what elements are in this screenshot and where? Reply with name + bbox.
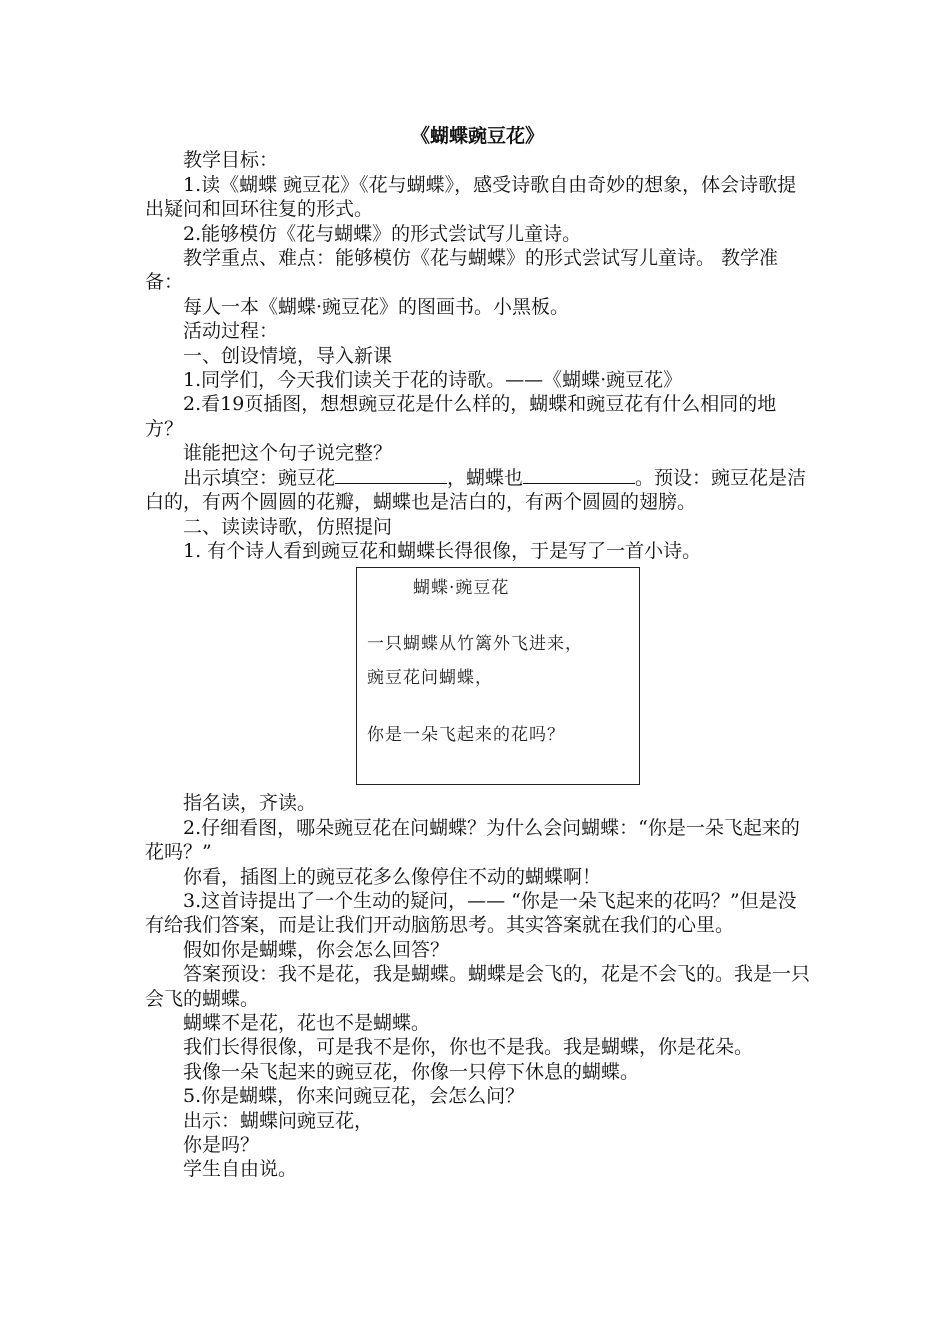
paragraph: 我像一朵飞起来的豌豆花，你像一只停下休息的蝴蝶。 [183,1060,640,1083]
paragraph: 你看，插图上的豌豆花多么像停住不动的蝴蝶啊！ [183,865,602,888]
poem-line: 豌豆花问蝴蝶， [367,668,493,689]
section-heading: 二、读读诗歌，仿照提问 [183,515,393,538]
fill-blank-paragraph [145,466,810,515]
paragraph: 1.同学们，今天我们读关于花的诗歌。——《蝴蝶·豌豆花》 [183,369,683,392]
paragraph: 学生自由说。 [183,1158,298,1181]
paragraph: 活动过程： [183,320,279,343]
paragraph: 每人一本《蝴蝶·豌豆花》的图画书。小黑板。 [183,295,570,318]
paragraph: 5.你是蝴蝶，你来问豌豆花，会怎么问？ [183,1085,525,1108]
fill-blank-text-2: ，蝴蝶也 [447,466,524,489]
paragraph: 蝴蝶不是花，花也不是蝴蝶。 [183,1011,431,1034]
document-title: 《蝴蝶豌豆花》 [410,125,544,147]
paragraph: 谁能把这个句子说完整？ [183,442,393,465]
fill-blank-text-3: 。预设：豌豆花是洁白的，有两个圆圆的花瓣，蝴蝶也是洁白的，有两个圆圆的翅膀。 [145,466,807,514]
paragraph: 出示：蝴蝶问豌豆花， [183,1109,374,1132]
paragraph: 教学目标： [183,149,279,172]
document-page [145,124,810,1182]
paragraph: 3.这首诗提出了一个生动的疑问，—— “你是一朵飞起来的花吗？”但是没有给我们答案，而是让我们开动脑筋思考。其实答案就在我们的心里。 [145,889,797,937]
paragraph: 你是吗？ [183,1134,260,1156]
paragraph: 1. 有个诗人看到豌豆花和蝴蝶长得很像，于是写了一首小诗。 [183,539,702,562]
paragraph: 假如你是蝴蝶，你会怎么回答？ [183,938,450,961]
paragraph: 1.读《蝴蝶 豌豆花》《花与蝴蝶》，感受诗歌自由奇妙的想象，体会诗歌提出疑问和回环往复的形式。 [145,173,797,221]
poem-box [356,567,640,785]
paragraph: 我们长得很像，可是我不是你，你也不是我。我是蝴蝶，你是花朵。 [183,1036,754,1059]
paragraph: 2.能够模仿《花与蝴蝶》的形式尝试写儿童诗。 [183,222,582,245]
blank-line [523,466,635,484]
fill-blank-text-1: 出示填空：豌豆花 [183,466,336,489]
paragraph: 指名读，齐读。 [183,792,317,815]
paragraph: 2.仔细看图，哪朵豌豆花在问蝴蝶？为什么会问蝴蝶：“你是一朵飞起来的花吗？” [145,816,800,864]
paragraph: 答案预设：我不是花，我是蝴蝶。蝴蝶是会飞的，花是不会飞的。我是一只会飞的蝴蝶。 [145,963,811,1010]
poem-line: 你是一朵飞起来的花吗？ [367,725,565,746]
paragraph: 教学重点、难点：能够模仿《花与蝴蝶》的形式尝试写儿童诗。 教学准备： [145,247,779,294]
poem-title: 蝴蝶·豌豆花 [413,578,510,599]
paragraph: 2.看19页插图，想想豌豆花是什么样的，蝴蝶和豌豆花有什么相同的地方？ [145,393,777,440]
blank-line [335,466,447,484]
poem-line: 一只蝴蝶从竹篱外飞进来， [367,634,583,655]
section-heading: 一、创设情境，导入新课 [183,344,393,367]
